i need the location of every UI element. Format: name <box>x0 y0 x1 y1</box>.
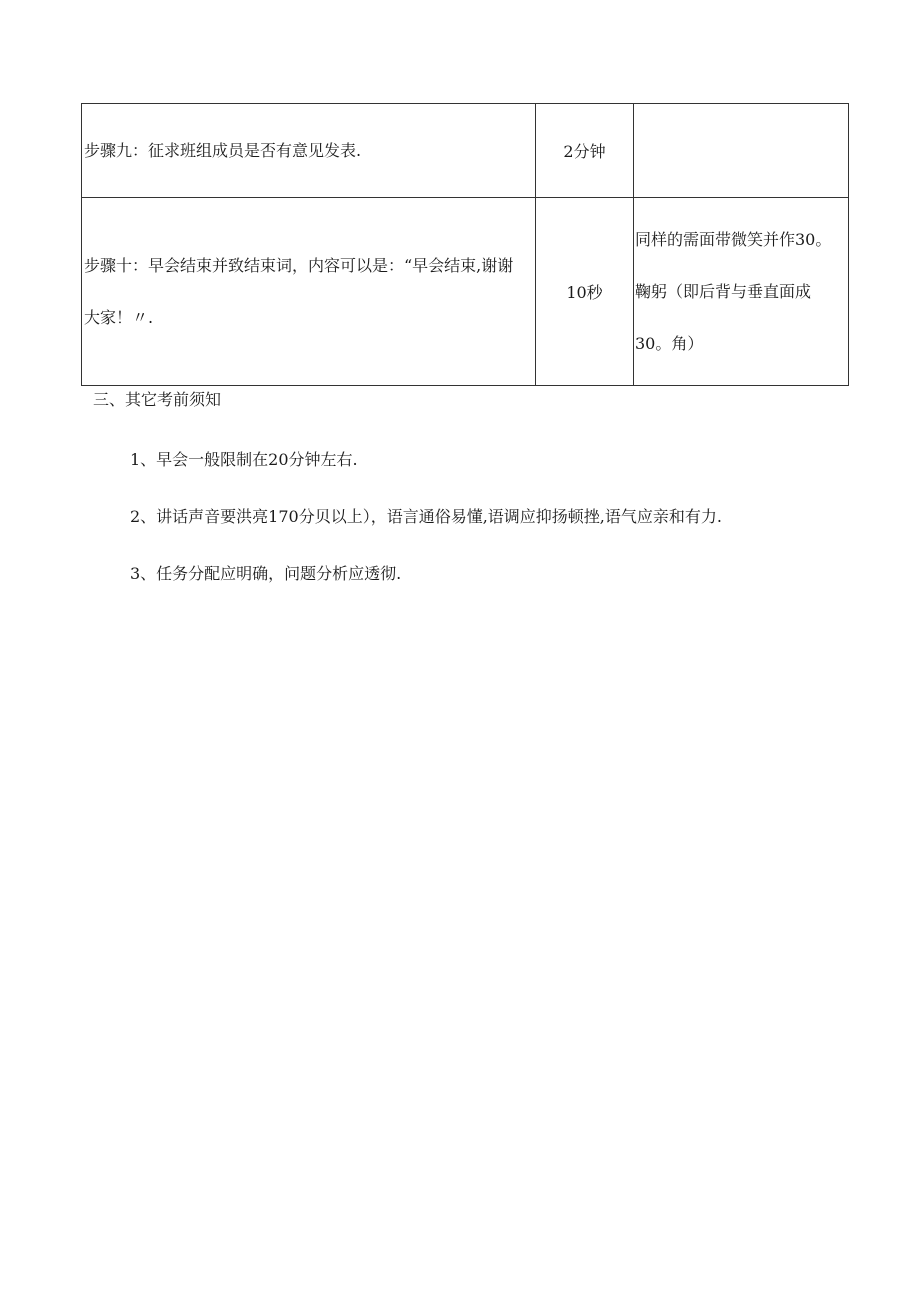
list-item: 1、早会一般限制在20分钟左右. <box>130 450 358 469</box>
step-remark: 同样的需面带微笑并作30。鞠躬（即后背与垂直面成30。角） <box>634 198 849 386</box>
step-duration: 2分钟 <box>536 104 634 198</box>
step-remark <box>634 104 849 198</box>
table-row <box>82 104 849 198</box>
steps-table <box>81 103 849 386</box>
step-description: 步骤九：征求班组成员是否有意见发表. <box>82 104 536 198</box>
section-heading: 三、其它考前须知 <box>93 390 222 409</box>
step-description: 步骤十：早会结束并致结束词，内容可以是：“早会结束,谢谢大家！〃. <box>82 198 536 386</box>
step-duration: 10秒 <box>536 198 634 386</box>
list-item: 3、任务分配应明确，问题分析应透彻. <box>130 564 402 583</box>
notes-list <box>130 448 722 619</box>
table-row <box>82 198 849 386</box>
list-item: 2、讲话声音要洪亮170分贝以上），语言通俗易懂,语调应抑扬顿挫,语气应亲和有力. <box>130 507 722 526</box>
